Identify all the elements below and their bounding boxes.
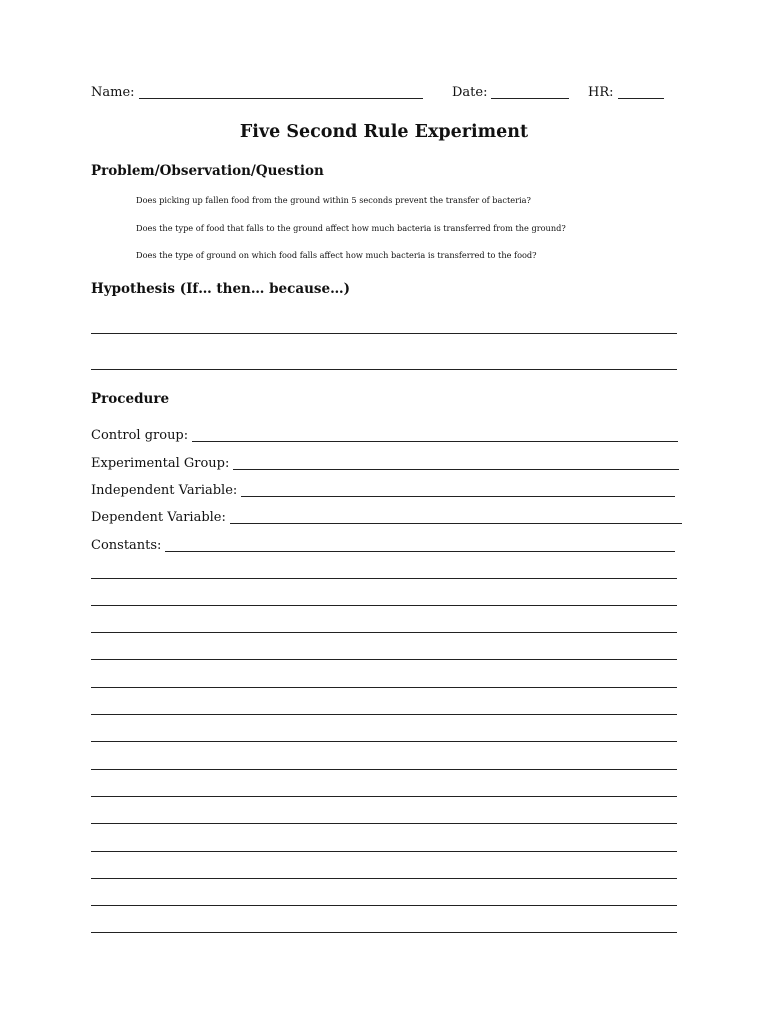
writing-line[interactable] [91, 714, 677, 715]
writing-line[interactable] [91, 851, 677, 852]
constants-label: Constants: [91, 538, 162, 553]
writing-line[interactable] [91, 823, 677, 824]
experimental-group-label: Experimental Group: [91, 456, 230, 471]
independent-variable-blank[interactable] [241, 496, 675, 497]
control-group-row [91, 429, 678, 442]
date-blank[interactable] [491, 98, 569, 99]
dependent-variable-row [91, 511, 682, 524]
independent-variable-row [91, 484, 675, 497]
writing-line[interactable] [91, 741, 677, 742]
hypothesis-line-2[interactable] [91, 369, 677, 370]
writing-line[interactable] [91, 796, 677, 797]
date-field-row [452, 86, 569, 99]
control-group-label: Control group: [91, 428, 189, 443]
hypothesis-line-1[interactable] [91, 333, 677, 334]
writing-line[interactable] [91, 687, 677, 688]
constants-blank[interactable] [165, 551, 675, 552]
writing-line[interactable] [91, 905, 677, 906]
writing-line[interactable] [91, 932, 677, 933]
hr-field-row [588, 86, 664, 99]
writing-line[interactable] [91, 878, 677, 879]
page-title: Five Second Rule Experiment [239, 122, 529, 142]
dependent-variable-blank[interactable] [230, 523, 682, 524]
writing-line[interactable] [91, 659, 677, 660]
writing-line[interactable] [91, 578, 677, 579]
name-label: Name: [91, 85, 135, 100]
question-3: Does the type of ground on which food falls affect how much bacteria is transferred to the food? [136, 250, 537, 260]
writing-line[interactable] [91, 769, 677, 770]
experimental-group-row [91, 457, 679, 470]
control-group-blank[interactable] [192, 441, 678, 442]
question-2: Does the type of food that falls to the ground affect how much bacteria is transferred from the ground? [136, 223, 566, 233]
independent-variable-label: Independent Variable: [91, 483, 238, 498]
name-blank[interactable] [139, 98, 423, 99]
writing-line[interactable] [91, 632, 677, 633]
dependent-variable-label: Dependent Variable: [91, 510, 226, 525]
hr-blank[interactable] [618, 98, 664, 99]
experimental-group-blank[interactable] [233, 469, 679, 470]
problem-heading: Problem/Observation/Question [91, 163, 324, 179]
constants-row [91, 539, 675, 552]
hypothesis-heading: Hypothesis (If… then… because…) [91, 281, 350, 297]
question-1: Does picking up fallen food from the ground within 5 seconds prevent the transfer of bacteria? [136, 195, 531, 205]
writing-line[interactable] [91, 605, 677, 606]
procedure-heading: Procedure [91, 391, 170, 407]
date-label: Date: [452, 85, 488, 100]
hr-label: HR: [588, 85, 614, 100]
name-field-row [91, 86, 423, 99]
